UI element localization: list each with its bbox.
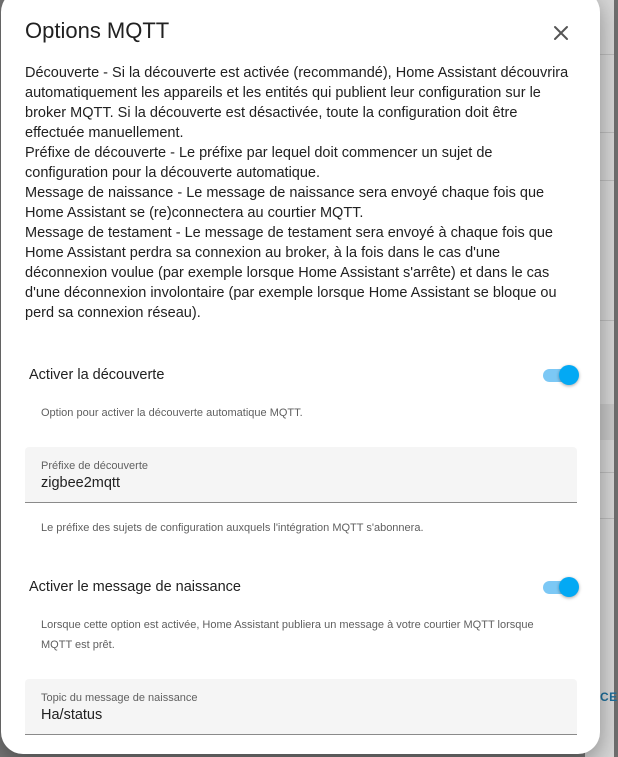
birth-message-helper-text: Lorsque cette option est activée, Home Assistant publiera un message à votre courtier MQTT lorsque MQTT est prêt. — [41, 619, 534, 651]
birth-message-toggle-row — [29, 574, 579, 600]
discovery-toggle-row — [29, 362, 579, 388]
birth-topic-input[interactable]: Ha/status — [41, 707, 103, 723]
close-button[interactable] — [545, 17, 577, 49]
description-will: Message de testament - Le message de testament sera envoyé à chaque fois que Home Assistant perdra sa connexion au broker, à la fois dans le cas d'une déconnexion voulue (par exemple lorsque Home Assistant s'arrête) et dans le cas d'une déconnexion involontaire (par exemple lorsque Home Assistant se bloque ou perd sa connexion réseau). — [25, 225, 557, 321]
dialog-title: Options MQTT — [25, 18, 170, 43]
mqtt-options-dialog — [1, 0, 600, 754]
discovery-prefix-label: Préfixe de découverte — [41, 460, 149, 472]
background-divider — [600, 180, 614, 181]
description-prefix: Préfixe de découverte - Le préfixe par lequel doit commencer un sujet de configuration pour la découverte automatique. — [25, 145, 493, 181]
discovery-switch[interactable] — [541, 364, 579, 386]
background-row — [600, 404, 614, 440]
background-divider — [600, 518, 614, 519]
discovery-prefix-input[interactable]: zigbee2mqtt — [41, 475, 120, 491]
background-divider — [600, 132, 614, 133]
description-discovery: Découverte - Si la découverte est activée (recommandé), Home Assistant découvrira automatiquement les appareils et les entités qui publient leur configuration sur le broker MQTT. Si la découverte est désactivée, toute la configuration doit être effectuée manuellement. — [25, 65, 569, 141]
dialog-description — [25, 63, 577, 323]
discovery-helper-text: Option pour activer la découverte automatique MQTT. — [41, 407, 303, 419]
birth-topic-field[interactable] — [25, 679, 577, 735]
birth-topic-label: Topic du message de naissance — [41, 692, 198, 704]
switch-thumb — [559, 365, 579, 385]
background-partial-button: CE — [600, 690, 618, 704]
switch-thumb — [559, 577, 579, 597]
discovery-prefix-field[interactable] — [25, 447, 577, 503]
background-divider — [600, 320, 614, 321]
description-birth: Message de naissance - Le message de naissance sera envoyé chaque fois que Home Assistant se (re)connectera au courtier MQTT. — [25, 185, 545, 221]
birth-message-toggle-label: Activer le message de naissance — [29, 579, 241, 595]
discovery-toggle-label: Activer la découverte — [29, 367, 165, 383]
close-icon — [553, 25, 569, 41]
discovery-prefix-helper-text: Le préfixe des sujets de configuration auxquels l'intégration MQTT s'abonnera. — [41, 522, 424, 534]
birth-message-switch[interactable] — [541, 576, 579, 598]
background-divider — [600, 472, 614, 473]
background-divider — [600, 54, 614, 55]
